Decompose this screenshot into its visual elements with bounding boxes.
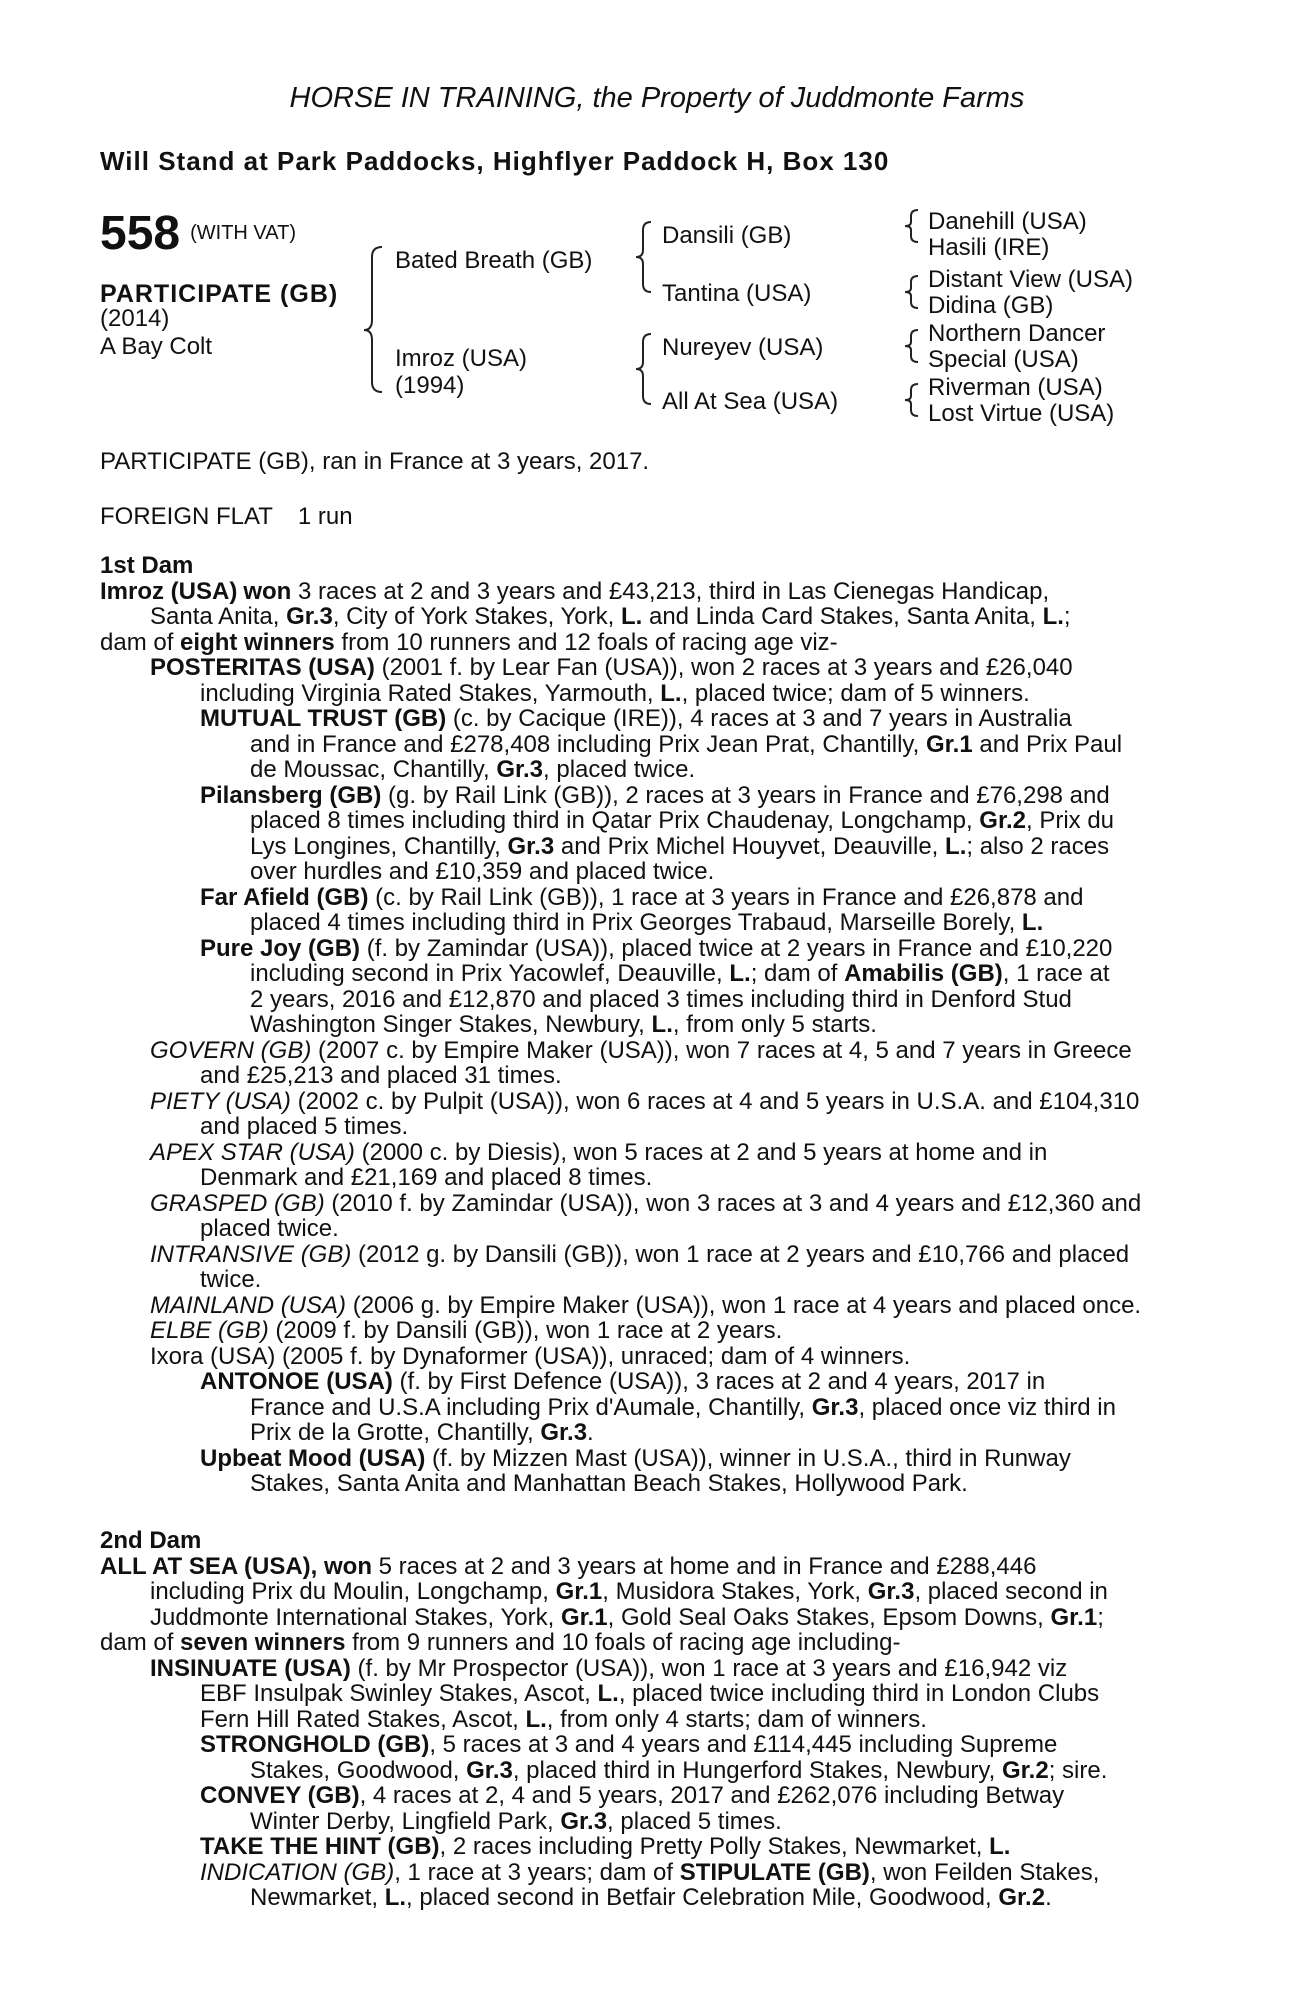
- antonoe-line-1: [100, 1369, 1200, 1395]
- t: , placed once viz third in: [858, 1393, 1116, 1421]
- grade: Gr.3: [867, 1578, 915, 1605]
- t: Stakes, Santa Anita and Manhattan Beach Stakes, Hollywood Park.: [250, 1470, 968, 1497]
- t: (g. by Rail Link (GB)), 2 races at 3 years in France and £76,298 and: [381, 781, 1110, 809]
- mainland-line: [100, 1293, 1200, 1319]
- t: (c. by Rail Link (GB)), 1 race at 3 years in France and £26,878 and: [368, 883, 1084, 911]
- t: (f. by Mizzen Mast (USA)), winner in U.S.A., third in Runway: [425, 1444, 1071, 1472]
- t: (2009 f. by Dansili (GB)), won 1 race at 2 years.: [268, 1317, 783, 1344]
- listed: L.: [660, 679, 682, 707]
- t: from 9 runners and 10 foals of racing age including-: [345, 1629, 901, 1656]
- t: placed twice.: [200, 1215, 339, 1242]
- piety-line-2: [100, 1114, 1200, 1140]
- horse-name: PARTICIPATE (GB): [100, 280, 339, 308]
- antonoe-line-3: [100, 1420, 1200, 1446]
- t: ; dam of: [750, 960, 845, 987]
- t: Prix de la Grotte, Chantilly,: [250, 1419, 541, 1446]
- second-dam-line-4: [100, 1630, 1200, 1656]
- intransive-line-2: [100, 1267, 1200, 1293]
- t: 2 years, 2016 and £12,870 and placed 3 times including third in Denford Stud: [250, 985, 1072, 1013]
- insinuate-line-2: [100, 1681, 1200, 1707]
- granddam-8: Lost Virtue (USA): [928, 400, 1115, 427]
- grade: Gr.3: [466, 1756, 513, 1784]
- brace-g56: [905, 330, 918, 362]
- mutual-trust-line-2: [100, 732, 1200, 758]
- t: (2002 c. by Pulpit (USA)), won 6 races at 4 and 5 years in U.S.A. and £104,310: [290, 1087, 1140, 1115]
- progeny-name: APEX STAR (USA): [150, 1138, 355, 1166]
- pure-joy-line-4: [100, 1012, 1200, 1038]
- t: including Virginia Rated Stakes, Yarmouth,: [200, 679, 661, 707]
- t: EBF Insulpak Swinley Stakes, Ascot,: [200, 1680, 598, 1707]
- progeny-name: INSINUATE (USA): [150, 1654, 351, 1682]
- granddam-2: Hasili (IRE): [928, 234, 1050, 261]
- t: (2001 f. by Lear Fan (USA)), won 2 races at 3 years and £26,040: [374, 654, 1073, 681]
- t: , 5 races at 3 and 4 years and £114,445 including Supreme: [429, 1731, 1058, 1758]
- progeny-name: MAINLAND (USA): [150, 1291, 347, 1319]
- grade: Gr.1: [1050, 1603, 1098, 1631]
- t: (2000 c. by Diesis), won 5 races at 2 and 5 years at home and in: [354, 1138, 1048, 1166]
- t: dam of: [100, 628, 181, 656]
- progeny-name: CONVEY (GB): [200, 1782, 360, 1809]
- t: and Prix Paul: [972, 730, 1123, 758]
- winners-count: eight winners: [180, 628, 335, 656]
- govern-line-1: [100, 1038, 1200, 1064]
- pilansberg-line-1: [100, 783, 1200, 809]
- t: Santa Anita,: [150, 603, 287, 630]
- brace-parents: [364, 247, 382, 392]
- granddam-3: Distant View (USA): [928, 266, 1133, 293]
- brace-g78: [905, 384, 918, 416]
- listed: L.: [945, 832, 967, 860]
- mutual-trust-line-1: [100, 706, 1200, 732]
- record-label: FOREIGN FLAT: [100, 503, 273, 530]
- convey-line-1: [100, 1783, 1200, 1809]
- upbeat-mood-line-2: [100, 1471, 1200, 1497]
- dam: Imroz (USA): [395, 345, 527, 372]
- t: (2006 g. by Empire Maker (USA)), won 1 race at 4 years and placed once.: [346, 1291, 1142, 1319]
- progeny-name: MUTUAL TRUST (GB): [200, 705, 447, 732]
- antonoe-line-2: [100, 1395, 1200, 1421]
- t: twice.: [200, 1266, 262, 1293]
- upbeat-mood-line-1: [100, 1446, 1200, 1472]
- progeny-name: Far Afield (GB): [200, 883, 369, 911]
- listed: L.: [729, 960, 751, 987]
- t: Fern Hill Rated Stakes, Ascot,: [200, 1705, 526, 1733]
- t: .: [587, 1419, 594, 1446]
- grade: Gr.1: [925, 730, 973, 758]
- grade: Gr.2: [998, 1884, 1046, 1911]
- granddam-1: Danehill (USA): [928, 208, 1087, 235]
- first-dam-text-1: 3 races at 2 and 3 years and £43,213, third in Las Cienegas Handicap,: [291, 577, 1050, 605]
- progeny-name: ELBE (GB): [150, 1317, 269, 1344]
- t: , placed 5 times.: [607, 1807, 782, 1835]
- take-the-hint-line: [100, 1834, 1200, 1860]
- t: , from only 4 starts; dam of winners.: [546, 1705, 927, 1733]
- granddam-5: Northern Dancer: [928, 320, 1106, 347]
- t: from 10 runners and 12 foals of racing age viz-: [334, 628, 838, 656]
- grade: Gr.1: [560, 1603, 608, 1631]
- elbe-line: [100, 1318, 1200, 1344]
- t: including second in Prix Yacowlef, Deauville,: [250, 960, 730, 987]
- stronghold-line-1: [100, 1732, 1200, 1758]
- grasped-line-2: [100, 1216, 1200, 1242]
- horse-year: (2014): [100, 305, 170, 332]
- t: dam of: [100, 1629, 181, 1656]
- progeny-name: INDICATION (GB): [200, 1858, 395, 1886]
- t: .: [1045, 1884, 1052, 1911]
- grade: Gr.3: [286, 603, 333, 630]
- granddam-7: Riverman (USA): [928, 374, 1103, 401]
- grade: Gr.3: [507, 832, 555, 860]
- grade: Gr.3: [811, 1393, 859, 1421]
- first-dam-heading: 1st Dam: [100, 552, 194, 579]
- ixora-line: [100, 1344, 1200, 1370]
- far-afield-line-2: [100, 910, 1200, 936]
- insinuate-line-3: [100, 1707, 1200, 1733]
- lot-number: 558: [100, 207, 181, 260]
- stronghold-line-2: [100, 1758, 1200, 1784]
- t: over hurdles and £10,359 and placed twice.: [250, 858, 715, 885]
- granddam-6: Special (USA): [928, 346, 1079, 373]
- brace-g34: [905, 276, 918, 308]
- t: (2012 g. by Dansili (GB)), won 1 race at 2 years and £10,766 and placed: [351, 1240, 1130, 1268]
- posteritas-line-2: [100, 681, 1200, 707]
- apex-star-line-1: [100, 1140, 1200, 1166]
- listed: L.: [651, 1011, 673, 1038]
- record-row: [100, 503, 353, 531]
- second-dam-line-3: [100, 1605, 1200, 1631]
- piety-line-1: [100, 1089, 1200, 1115]
- indication-line-2: [100, 1885, 1200, 1911]
- mutual-trust-line-3: [100, 757, 1200, 783]
- t: , 4 races at 2, 4 and 5 years, 2017 and £262,076 including Betway: [359, 1782, 1065, 1809]
- progeny-name: PIETY (USA): [150, 1087, 291, 1115]
- posteritas-line-1: [100, 655, 1200, 681]
- grade: Gr.2: [1001, 1756, 1049, 1784]
- t: , 1 race at: [1002, 960, 1110, 987]
- brace-g12: [905, 210, 918, 242]
- t: and £25,213 and placed 31 times.: [200, 1062, 562, 1089]
- second-dam-heading: 2nd Dam: [100, 1527, 202, 1554]
- record-value: 1 run: [297, 503, 353, 530]
- dam-sire: Nureyev (USA): [662, 334, 824, 361]
- t: and placed 5 times.: [200, 1113, 409, 1140]
- progeny-name: GRASPED (GB): [150, 1189, 325, 1217]
- second-dam-won: , won: [310, 1552, 372, 1580]
- dam-year: (1994): [395, 372, 465, 399]
- t: (c. by Cacique (IRE)), 4 races at 3 and 7 years in Australia: [446, 705, 1072, 732]
- t: , placed second in Betfair Celebration Mile, Goodwood,: [406, 1884, 999, 1911]
- t: placed 4 times including third in Prix Georges Trabaud, Marseille Borely,: [250, 909, 1022, 936]
- listed: L.: [525, 1705, 547, 1733]
- progeny-name: GOVERN (GB): [150, 1036, 312, 1064]
- t: , Musidora Stakes, York,: [602, 1578, 868, 1605]
- t: (2007 c. by Empire Maker (USA)), won 7 races at 4, 5 and 7 years in Greece: [311, 1036, 1132, 1064]
- grade: Gr.3: [560, 1807, 608, 1835]
- sire: Bated Breath (GB): [395, 247, 593, 274]
- t: ;: [1063, 603, 1071, 630]
- granddam-4: Didina (GB): [928, 292, 1054, 319]
- first-dam-line-1: [100, 579, 1200, 605]
- t: , placed twice; dam of 5 winners.: [681, 679, 1030, 707]
- t: , 1 race at 3 years; dam of: [394, 1858, 680, 1886]
- t: (f. by Mr Prospector (USA)), won 1 race at 3 years and £16,942 viz: [350, 1654, 1068, 1682]
- progeny-name: POSTERITAS (USA): [150, 654, 375, 681]
- t: Denmark and £21,169 and placed 8 times.: [200, 1164, 653, 1191]
- t: ; sire.: [1048, 1756, 1108, 1784]
- progeny-name: TAKE THE HINT (GB): [200, 1833, 440, 1860]
- pure-joy-line-1: [100, 936, 1200, 962]
- t: , City of York Stakes, York,: [332, 603, 621, 630]
- grasped-line-1: [100, 1191, 1200, 1217]
- grade: Gr.3: [540, 1419, 588, 1446]
- listed: L.: [1042, 603, 1064, 630]
- listed: L.: [989, 1833, 1011, 1860]
- apex-star-line-2: [100, 1165, 1200, 1191]
- t: , Gold Seal Oaks Stakes, Epsom Downs,: [607, 1603, 1051, 1631]
- t: , 2 races including Pretty Polly Stakes, Newmarket,: [439, 1833, 990, 1860]
- t: , won Feilden Stakes,: [869, 1858, 1100, 1886]
- pure-joy-line-2: [100, 961, 1200, 987]
- t: Lys Longines, Chantilly,: [250, 832, 508, 860]
- t: Juddmonte International Stakes, York,: [150, 1603, 561, 1631]
- winners-count: seven winners: [180, 1629, 346, 1656]
- pilansberg-line-3: [100, 834, 1200, 860]
- progeny-name: Upbeat Mood (USA): [200, 1444, 426, 1472]
- second-dam-section: [100, 1528, 1200, 1911]
- progeny-name: STIPULATE (GB): [679, 1858, 870, 1886]
- horse-description: A Bay Colt: [100, 333, 213, 360]
- govern-line-2: [100, 1063, 1200, 1089]
- race-summary: PARTICIPATE (GB), ran in France at 3 years, 2017.: [100, 448, 650, 475]
- far-afield-line-1: [100, 885, 1200, 911]
- progeny-name: ANTONOE (USA): [200, 1368, 393, 1395]
- t: Winter Derby, Lingfield Park,: [250, 1807, 561, 1835]
- t: ;: [1097, 1603, 1104, 1631]
- second-dam-line-1: [100, 1554, 1200, 1580]
- brace-dam-line: [636, 334, 651, 404]
- grade: Gr.2: [979, 807, 1026, 834]
- pilansberg-line-2: [100, 808, 1200, 834]
- listed: L.: [384, 1884, 407, 1911]
- first-dam-name: Imroz (USA): [100, 577, 238, 605]
- t: , placed twice including third in London Clubs: [618, 1680, 1100, 1707]
- grade: Gr.1: [555, 1578, 603, 1605]
- t: , placed twice.: [543, 756, 696, 783]
- t: and Linda Card Stakes, Santa Anita,: [642, 603, 1043, 630]
- listed: L.: [597, 1680, 619, 1707]
- second-dam-line-2: [100, 1579, 1200, 1605]
- convey-line-2: [100, 1809, 1200, 1835]
- progeny-name: Pure Joy (GB): [200, 934, 361, 962]
- vat-note: (WITH VAT): [190, 222, 296, 244]
- t: Ixora (USA) (2005 f. by Dynaformer (USA)), unraced; dam of 4 winners.: [150, 1342, 911, 1370]
- first-dam-won: won: [243, 577, 292, 605]
- t: ; also 2 races: [966, 832, 1110, 860]
- second-dam-name: ALL AT SEA (USA): [100, 1552, 311, 1580]
- t: , from only 5 starts.: [672, 1011, 877, 1038]
- pure-joy-line-3: [100, 987, 1200, 1013]
- pedigree-braces: [0, 0, 1314, 440]
- brace-sire-line: [636, 222, 651, 292]
- t: Stakes, Goodwood,: [250, 1756, 467, 1784]
- page-header: HORSE IN TRAINING, the Property of Juddmonte Farms: [289, 82, 1025, 114]
- first-dam-line-2: [100, 604, 1200, 630]
- progeny-name: Pilansberg (GB): [200, 781, 382, 809]
- indication-line-1: [100, 1860, 1200, 1886]
- t: (2010 f. by Zamindar (USA)), won 3 races at 3 and 4 years and £12,360 and: [324, 1189, 1142, 1217]
- first-dam-line-3: [100, 630, 1200, 656]
- progeny-name: Amabilis (GB): [844, 960, 1003, 987]
- t: de Moussac, Chantilly,: [250, 756, 497, 783]
- listed: L.: [1021, 909, 1044, 936]
- first-dam-section: [100, 553, 1200, 1497]
- t: and in France and £278,408 including Prix Jean Prat, Chantilly,: [250, 730, 926, 758]
- progeny-name: STRONGHOLD (GB): [200, 1731, 430, 1758]
- t: placed 8 times including third in Qatar Prix Chaudenay, Longchamp,: [250, 807, 980, 834]
- stand-location: Will Stand at Park Paddocks, Highflyer Paddock H, Box 130: [100, 146, 890, 176]
- progeny-name: INTRANSIVE (GB): [150, 1240, 352, 1268]
- grade: Gr.3: [496, 756, 544, 783]
- t: Newmarket,: [250, 1884, 385, 1911]
- t: (f. by First Defence (USA)), 3 races at 2 and 4 years, 2017 in: [392, 1368, 1046, 1395]
- t: , Prix du: [1026, 807, 1115, 834]
- t: France and U.S.A including Prix d'Aumale, Chantilly,: [250, 1393, 812, 1421]
- t: , placed second in: [914, 1578, 1108, 1605]
- t: , placed third in Hungerford Stakes, Newbury,: [512, 1756, 1002, 1784]
- pilansberg-line-4: [100, 859, 1200, 885]
- sire-sire: Dansili (GB): [662, 222, 792, 249]
- t: Washington Singer Stakes, Newbury,: [250, 1011, 652, 1038]
- t: including Prix du Moulin, Longchamp,: [150, 1578, 556, 1605]
- dam-dam: All At Sea (USA): [662, 388, 839, 415]
- sire-dam: Tantina (USA): [662, 280, 812, 307]
- t: 5 races at 2 and 3 years at home and in France and £288,446: [371, 1552, 1037, 1580]
- listed: L.: [620, 603, 643, 630]
- t: (f. by Zamindar (USA)), placed twice at 2 years in France and £10,220: [360, 934, 1113, 962]
- insinuate-line-1: [100, 1656, 1200, 1682]
- t: and Prix Michel Houyvet, Deauville,: [554, 832, 946, 860]
- intransive-line-1: [100, 1242, 1200, 1268]
